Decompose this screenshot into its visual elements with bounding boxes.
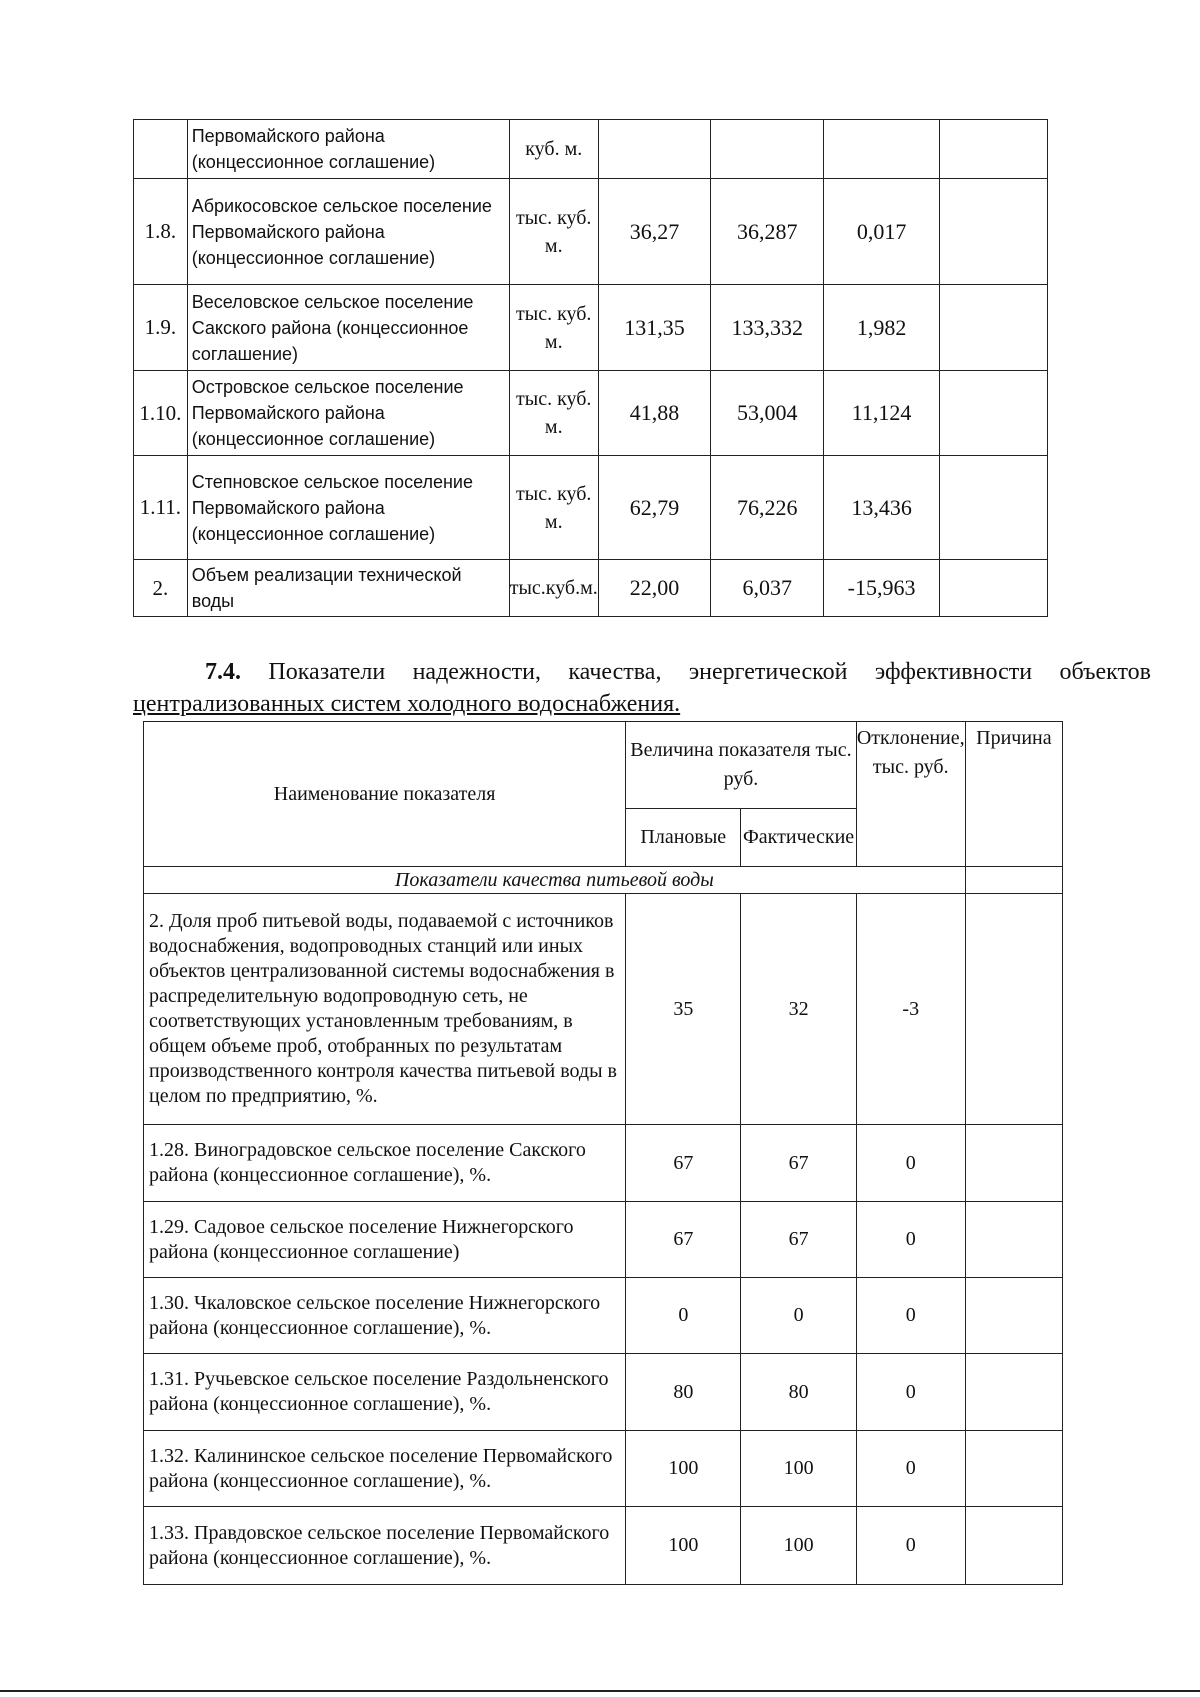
section-heading — [133, 656, 1151, 720]
row-diff: 0,017 — [824, 179, 940, 285]
row-plan: 22,00 — [598, 560, 711, 617]
indicator-plan: 0 — [626, 1278, 741, 1354]
indicator-deviation: 0 — [856, 1507, 965, 1585]
indicator-reason — [965, 1354, 1062, 1431]
header-plan: Плановые — [626, 809, 741, 867]
indicator-fact: 80 — [741, 1354, 856, 1431]
indicator-name: 1.30. Чкаловское сельское поселение Нижнегорского района (концессионное соглашение), %. — [144, 1278, 626, 1354]
row-name: Первомайского района (концессионное соглашение) — [187, 120, 509, 179]
header-name: Наименование показателя — [144, 722, 626, 867]
row-name: Веселовское сельское поселение Сакского района (концессионное соглашение) — [187, 285, 509, 371]
row-diff: 1,982 — [824, 285, 940, 371]
row-fact: 53,004 — [711, 371, 824, 456]
indicator-plan: 80 — [626, 1354, 741, 1431]
row-reason — [939, 560, 1047, 617]
row-number: 1.8. — [134, 179, 188, 285]
indicator-name: 1.31. Ручьевское сельское поселение Раздольненского района (концессионное соглашение), %. — [144, 1354, 626, 1431]
row-plan: 36,27 — [598, 179, 711, 285]
section-title: Показатели надежности, качества, энергетической эффективности объектов — [241, 659, 1151, 685]
quality-table-body — [144, 722, 1063, 1585]
volume-table — [133, 119, 1048, 617]
indicator-deviation: 0 — [856, 1431, 965, 1507]
table-row — [144, 1125, 1063, 1202]
row-fact — [711, 120, 824, 179]
row-number: 1.10. — [134, 371, 188, 456]
row-number: 1.11. — [134, 456, 188, 560]
indicator-fact: 100 — [741, 1431, 856, 1507]
row-diff — [824, 120, 940, 179]
header-reason: Причина — [965, 722, 1062, 867]
indicator-name: 1.29. Садовое сельское поселение Нижнегорского района (концессионное соглашение) — [144, 1202, 626, 1278]
row-diff: 13,436 — [824, 456, 940, 560]
quality-indicators-table — [143, 721, 1063, 1585]
table-row — [134, 371, 1048, 456]
row-reason — [939, 120, 1047, 179]
table-row — [144, 894, 1063, 1125]
indicator-reason — [965, 1507, 1062, 1585]
row-unit: тыс. куб. м. — [509, 285, 598, 371]
row-name: Островское сельское поселение Первомайского района (концессионное соглашение) — [187, 371, 509, 456]
row-number: 1.9. — [134, 285, 188, 371]
row-name: Абрикосовское сельское поселение Первомайского района (концессионное соглашение) — [187, 179, 509, 285]
indicator-plan: 67 — [626, 1202, 741, 1278]
header-deviation: Отклонение, тыс. руб. — [856, 722, 965, 867]
table-row — [134, 179, 1048, 285]
indicator-fact: 67 — [741, 1202, 856, 1278]
indicator-deviation: 0 — [856, 1125, 965, 1202]
table-row — [134, 120, 1048, 179]
indicator-deviation: -3 — [856, 894, 965, 1125]
indicator-plan: 35 — [626, 894, 741, 1125]
row-name: Объем реализации технической воды — [187, 560, 509, 617]
row-plan: 131,35 — [598, 285, 711, 371]
header-value-group: Величина показателя тыс. руб. — [626, 722, 857, 809]
row-unit: куб. м. — [509, 120, 598, 179]
header-row — [144, 722, 1063, 809]
indicator-reason — [965, 1278, 1062, 1354]
row-unit: тыс.куб.м. — [509, 560, 598, 617]
indicator-fact: 100 — [741, 1507, 856, 1585]
row-reason — [939, 285, 1047, 371]
row-plan — [598, 120, 711, 179]
row-reason — [939, 179, 1047, 285]
table-row — [134, 456, 1048, 560]
indicator-plan: 100 — [626, 1431, 741, 1507]
table-row — [134, 560, 1048, 617]
indicator-deviation: 0 — [856, 1354, 965, 1431]
row-diff: 11,124 — [824, 371, 940, 456]
indicator-plan: 100 — [626, 1507, 741, 1585]
row-diff: -15,963 — [824, 560, 940, 617]
table-row — [144, 1431, 1063, 1507]
volume-table-body — [134, 120, 1048, 617]
row-plan: 62,79 — [598, 456, 711, 560]
row-name: Степновское сельское поселение Первомайского района (концессионное соглашение) — [187, 456, 509, 560]
section-title-underlined: централизованных систем холодного водоснабжения. — [133, 691, 681, 717]
row-fact: 133,332 — [711, 285, 824, 371]
table-row — [144, 1354, 1063, 1431]
indicator-reason — [965, 1202, 1062, 1278]
indicator-deviation: 0 — [856, 1202, 965, 1278]
indicator-plan: 67 — [626, 1125, 741, 1202]
row-fact: 36,287 — [711, 179, 824, 285]
row-unit: тыс. куб. м. — [509, 456, 598, 560]
row-reason — [939, 456, 1047, 560]
section-row — [144, 867, 1063, 894]
indicator-deviation: 0 — [856, 1278, 965, 1354]
indicator-name: 1.33. Правдовское сельское поселение Первомайского района (концессионное соглашение), %. — [144, 1507, 626, 1585]
table-row — [144, 1278, 1063, 1354]
indicator-reason — [965, 894, 1062, 1125]
row-reason — [939, 371, 1047, 456]
section-number: 7.4. — [205, 659, 241, 685]
section-title-cell: Показатели качества питьевой воды — [144, 867, 966, 894]
row-unit: тыс. куб. м. — [509, 371, 598, 456]
table-row — [144, 1507, 1063, 1585]
row-plan: 41,88 — [598, 371, 711, 456]
indicator-name: 1.28. Виноградовское сельское поселение Сакского района (концессионное соглашение), %. — [144, 1125, 626, 1202]
indicator-name: 2. Доля проб питьевой воды, подаваемой с источников водоснабжения, водопроводных станций или иных объектов централизованной системы водоснабжения в распределительную водопроводную сеть, не соответствующих установленным требованиям, в общем объеме проб, отобранных по результатам производственного контроля качества питьевой воды в целом по предприятию, %. — [144, 894, 626, 1125]
indicator-fact: 67 — [741, 1125, 856, 1202]
table-row — [134, 285, 1048, 371]
row-number — [134, 120, 188, 179]
row-unit: тыс. куб. м. — [509, 179, 598, 285]
indicator-reason — [965, 1125, 1062, 1202]
indicator-fact: 32 — [741, 894, 856, 1125]
empty-cell — [965, 867, 1062, 894]
row-fact: 76,226 — [711, 456, 824, 560]
indicator-fact: 0 — [741, 1278, 856, 1354]
header-fact: Фактические — [741, 809, 856, 867]
row-fact: 6,037 — [711, 560, 824, 617]
table-row — [144, 1202, 1063, 1278]
indicator-reason — [965, 1431, 1062, 1507]
row-number: 2. — [134, 560, 188, 617]
footer-rule — [0, 1690, 1200, 1692]
indicator-name: 1.32. Калининское сельское поселение Первомайского района (концессионное соглашение), %. — [144, 1431, 626, 1507]
